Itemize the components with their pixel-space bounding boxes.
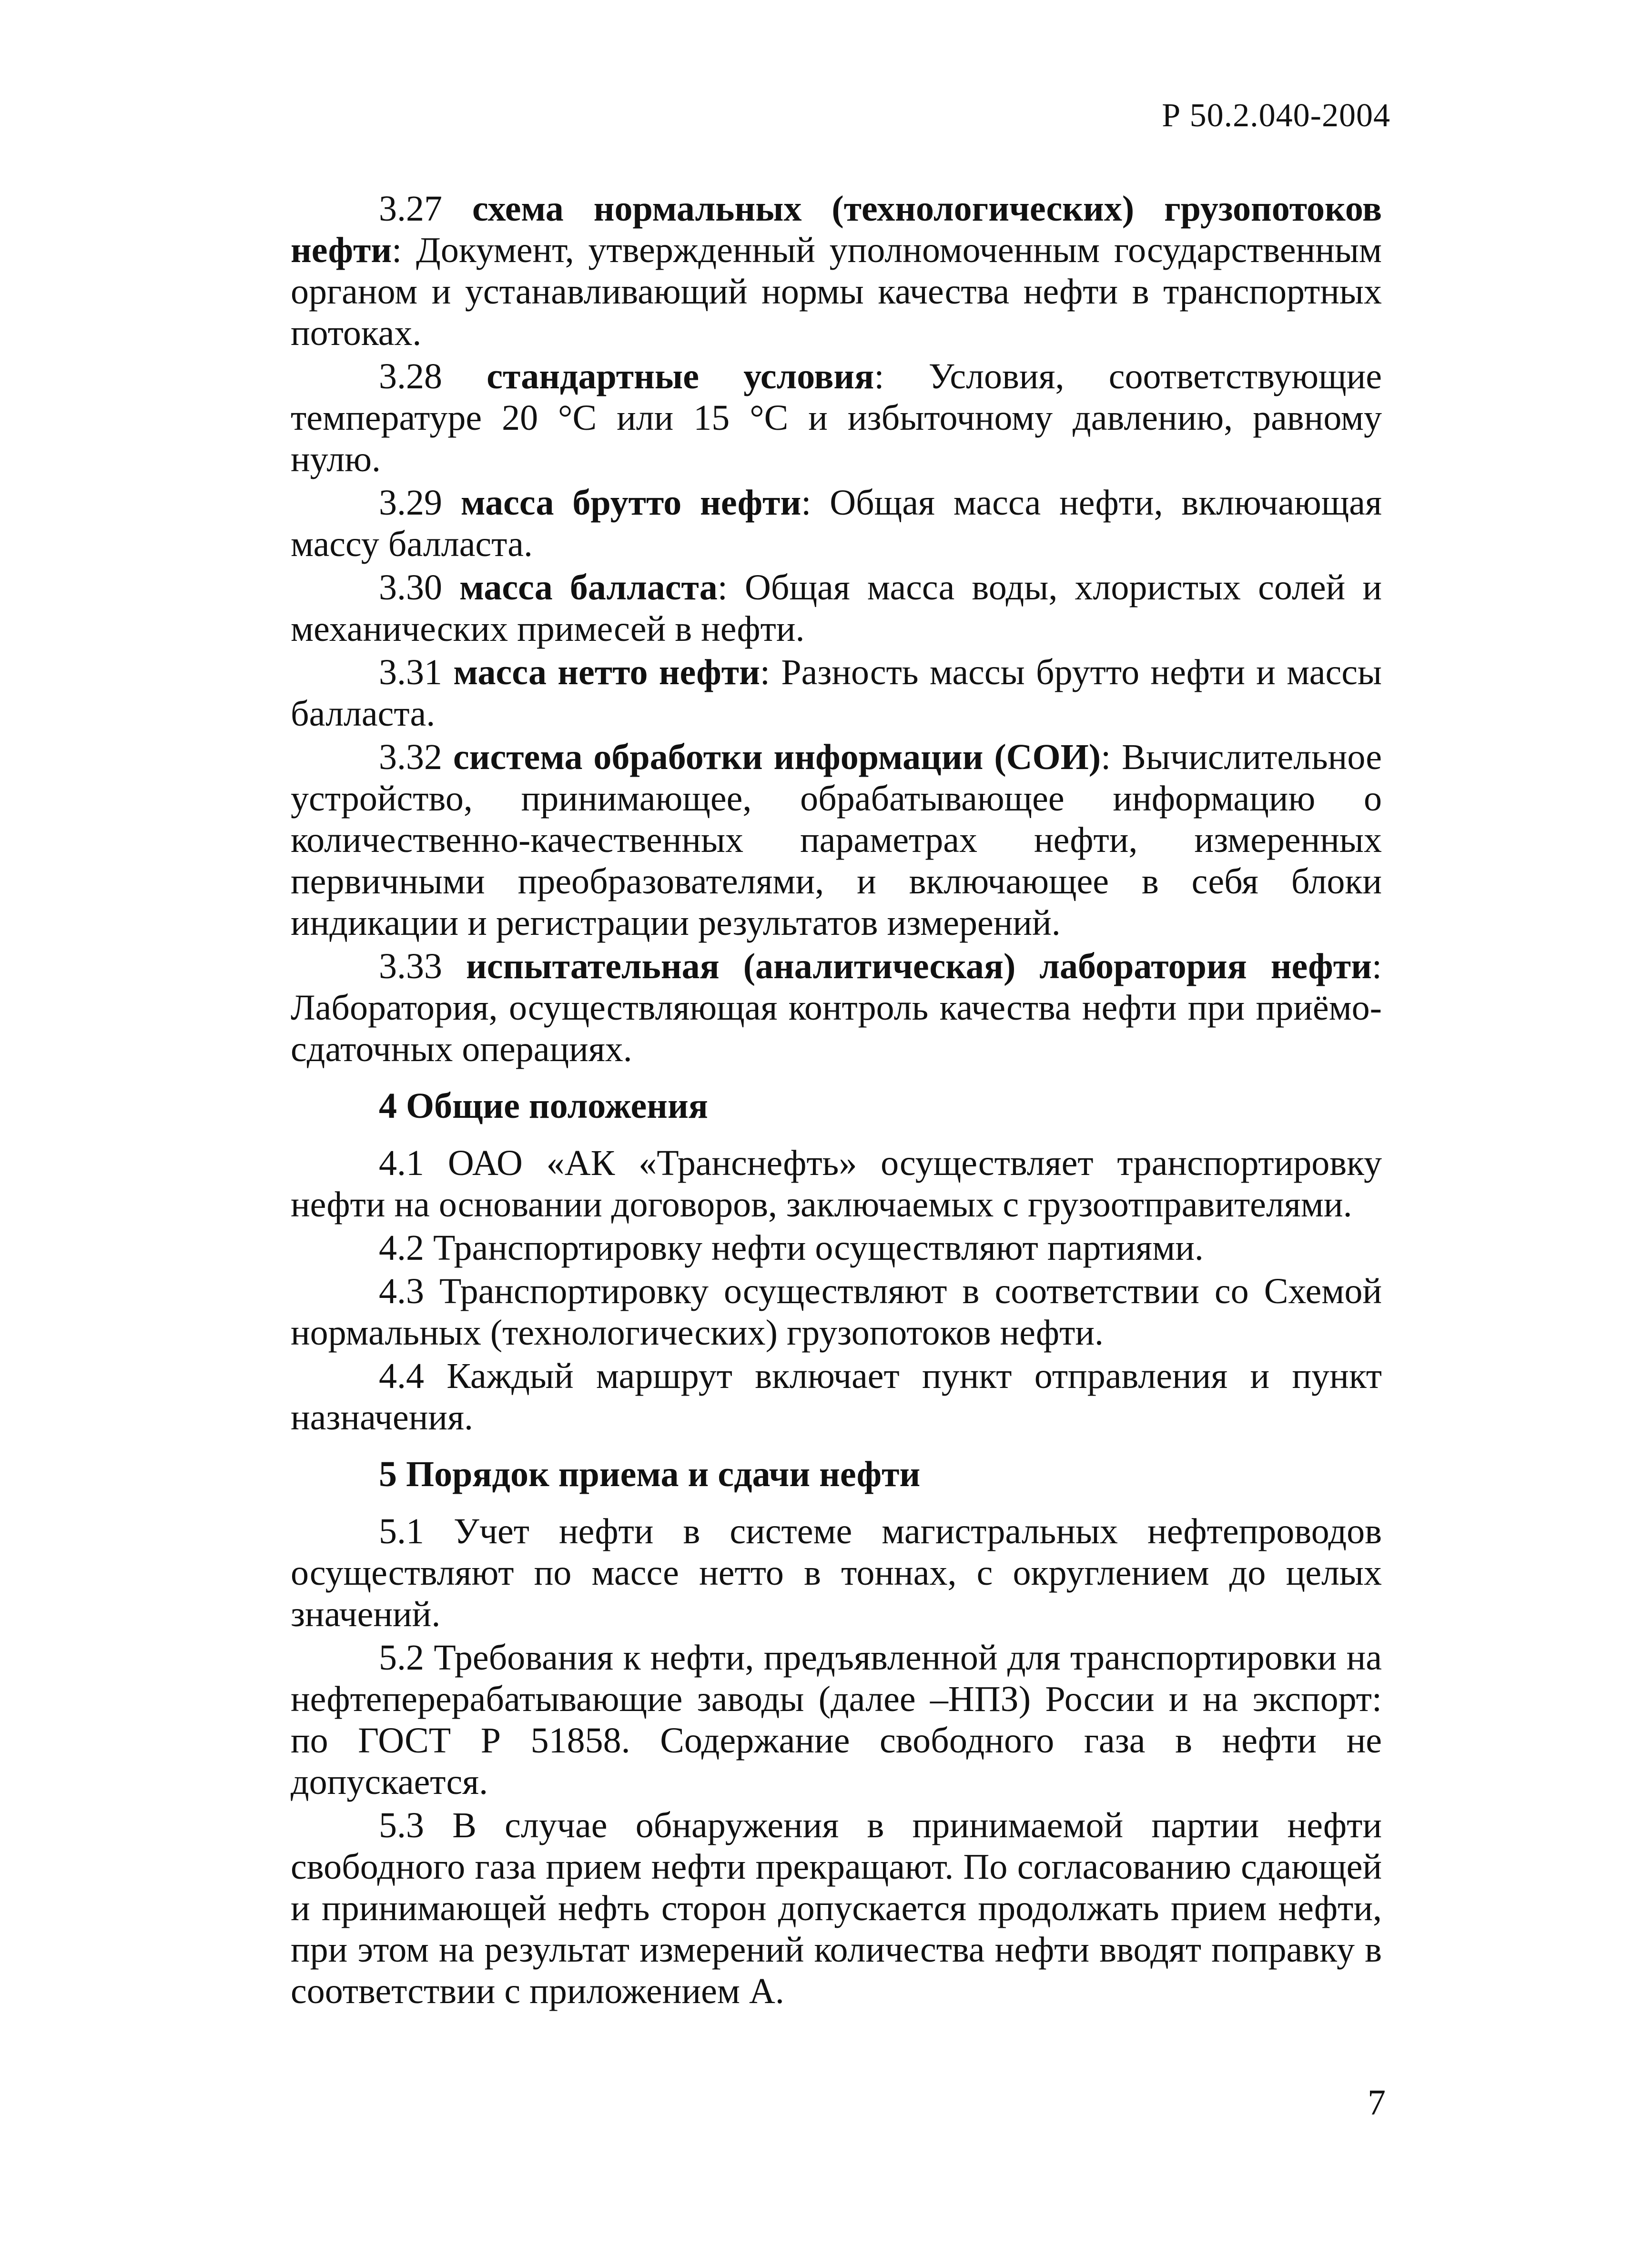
- section-4-heading: 4 Общие положения: [379, 1086, 708, 1126]
- section-5-heading: 5 Порядок приема и сдачи нефти: [379, 1454, 921, 1494]
- definition-text: : Лаборатория, осуществляющая контроль качества нефти при приёмо-сдаточных операциях.: [291, 946, 1382, 1069]
- page-number: 7: [1368, 2083, 1386, 2123]
- definition-term: испытательная (аналитическая) лаборатория нефти: [466, 946, 1372, 986]
- definition-3-31: [291, 652, 1382, 735]
- definition-term: масса брутто нефти: [460, 483, 801, 523]
- definition-number: 3.30: [379, 567, 442, 608]
- definition-term: стандартные условия: [487, 356, 874, 396]
- definition-text: : Общая масса нефти, включающая массу балласта.: [291, 483, 1382, 564]
- page-content: [291, 188, 1382, 2012]
- definition-term: схема нормальных (технологических) грузопотоков нефти: [291, 189, 1382, 270]
- definition-number: 3.31: [379, 652, 442, 692]
- paragraph-5-3: 5.3 В случае обнаружения в принимаемой партии нефти свободного газа прием нефти прекращают. По согласованию сдающей и принимающей нефть сторон допускается продолжать прием нефти, при этом на результат измерений количества нефти вводят поправку в соответствии с приложением А.: [291, 1805, 1382, 2011]
- definition-3-32: [291, 737, 1382, 944]
- definition-3-29: [291, 482, 1382, 565]
- definition-number: 3.29: [379, 483, 442, 523]
- paragraph-4-4: 4.4 Каждый маршрут включает пункт отправления и пункт назначения.: [291, 1356, 1382, 1438]
- definition-text: : Условия, соответствующие температуре 20 °С или 15 °С и избыточному давлению, равному нулю.: [291, 356, 1382, 479]
- paragraph-5-1: 5.1 Учет нефти в системе магистральных нефтепроводов осуществляют по массе нетто в тоннах, с округлением до целых значений.: [291, 1511, 1382, 1634]
- paragraph-4-3: 4.3 Транспортировку осуществляют в соответствии со Схемой нормальных (технологических) грузопотоков нефти.: [291, 1271, 1382, 1353]
- definition-term: масса балласта: [459, 567, 718, 608]
- definition-3-33: [291, 946, 1382, 1070]
- definition-number: 3.32: [379, 737, 442, 777]
- definition-text: : Вычислительное устройство, принимающее, обрабатывающее информацию о количественно-качественных параметрах нефти, измеренных первичными преобразователями, и включающее в себя блоки индикации и регистрации результатов измерений.: [291, 737, 1382, 943]
- paragraph-5-2: 5.2 Требования к нефти, предъявленной для транспортировки на нефтеперерабатывающие заводы (далее –НПЗ) России и на экспорт: по ГОСТ Р 51858. Содержание свободного газа в нефти не допускается.: [291, 1638, 1382, 1802]
- definition-number: 3.33: [379, 946, 442, 986]
- definition-number: 3.28: [379, 356, 442, 396]
- document-code: Р 50.2.040-2004: [1162, 97, 1390, 134]
- definition-text: : Документ, утвержденный уполномоченным государственным органом и устанавливающий нормы качества нефти в транспортных потоках.: [291, 230, 1382, 353]
- definition-3-27: [291, 188, 1382, 354]
- paragraph-4-1: 4.1 ОАО «АК «Транснефть» осуществляет транспортировку нефти на основании договоров, заключаемых с грузоотправителями.: [291, 1143, 1382, 1225]
- definition-text: : Разность массы брутто нефти и массы балласта.: [291, 652, 1382, 734]
- definition-term: система обработки информации (СОИ): [453, 737, 1101, 777]
- definition-3-30: [291, 567, 1382, 650]
- definition-text: : Общая масса воды, хлористых солей и механических примесей в нефти.: [291, 567, 1382, 649]
- paragraph-4-2: 4.2 Транспортировку нефти осуществляют партиями.: [379, 1228, 1204, 1268]
- definition-3-28: [291, 356, 1382, 480]
- definition-number: 3.27: [379, 189, 442, 229]
- definition-term: масса нетто нефти: [453, 652, 760, 692]
